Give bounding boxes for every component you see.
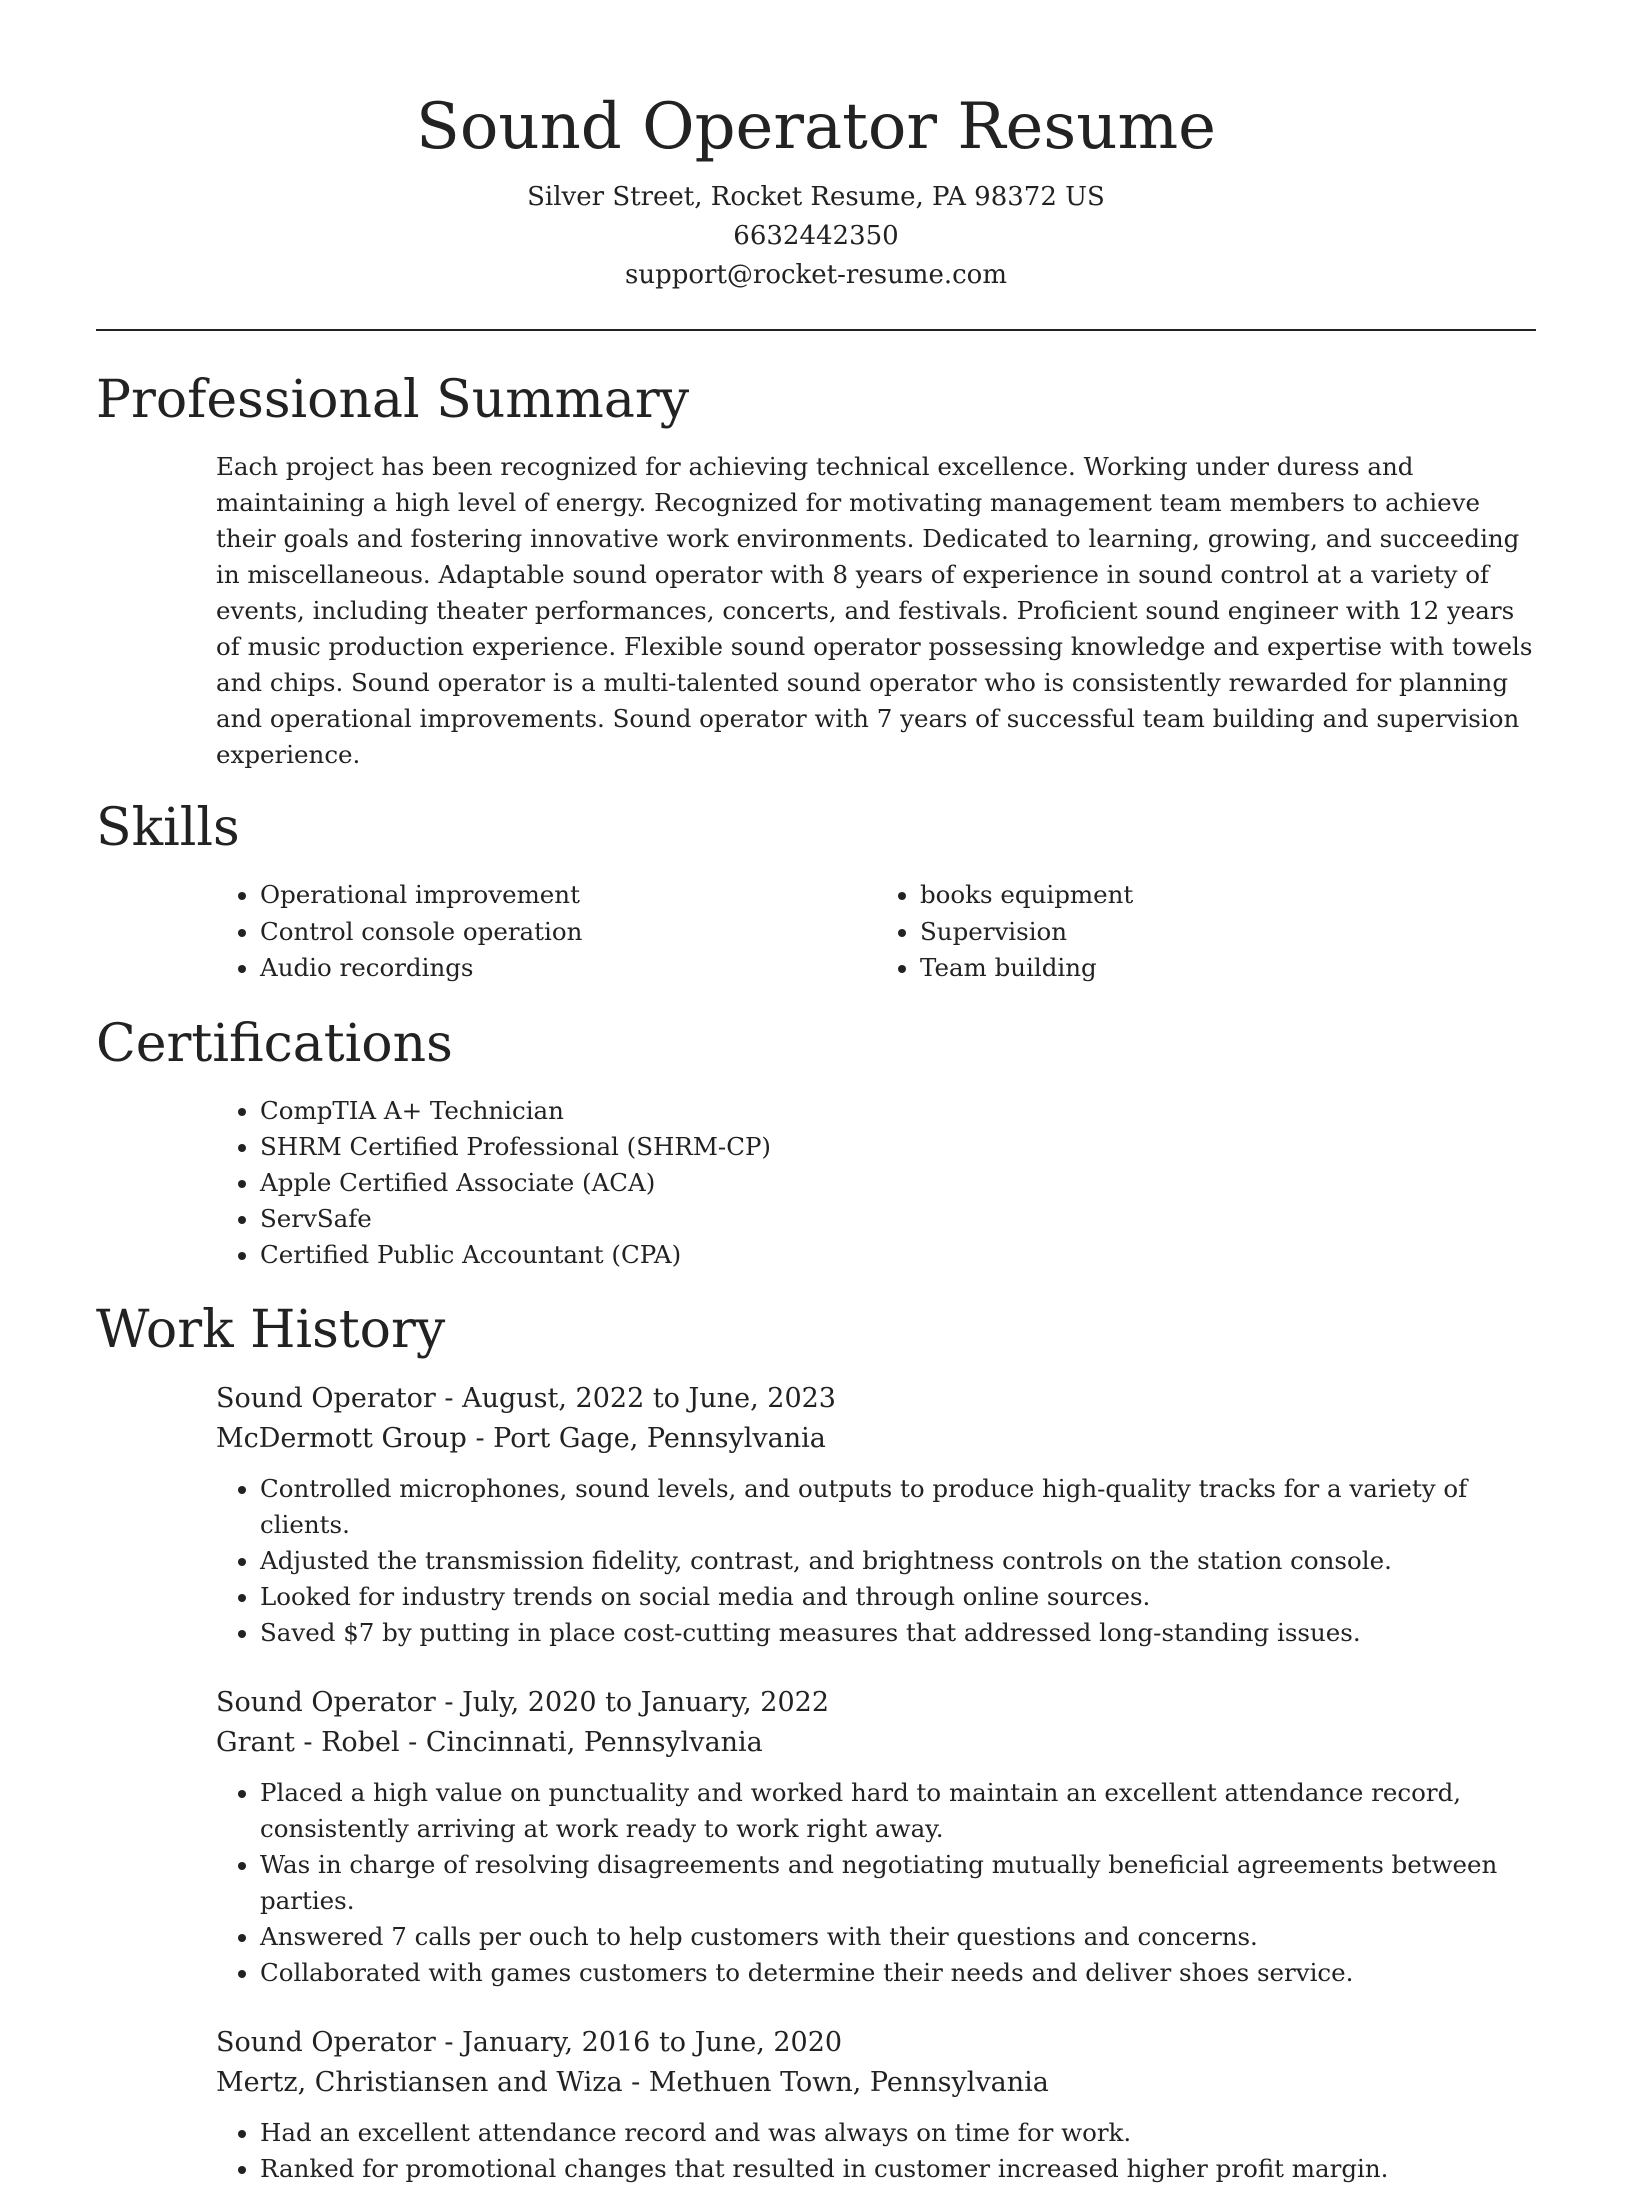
certification-item: • Certified Public Accountant (CPA)	[260, 1237, 1536, 1273]
work-history-section	[96, 1295, 1536, 2187]
certification-item: • CompTIA A+ Technician	[260, 1093, 1536, 1129]
job-title: Sound Operator	[216, 2026, 436, 2058]
job-bullets	[216, 2115, 1536, 2187]
work-history-heading: Work History	[96, 1299, 446, 1360]
address-text: Silver Street, Rocket Resume, PA 98372 US	[527, 182, 1105, 212]
job-dates: July, 2020 to January, 2022	[462, 1686, 830, 1718]
skills-column-left	[216, 877, 876, 987]
summary-section	[96, 365, 1536, 773]
job-dates: August, 2022 to June, 2023	[462, 1382, 836, 1414]
job-bullet: • Looked for industry trends on social media and through online sources.	[260, 1579, 1536, 1615]
job-company-line: Mertz, Christiansen and Wiza - Methuen Town, Pennsylvania	[216, 2066, 1049, 2098]
job-entry	[216, 1379, 1536, 1651]
certification-item: • ServSafe	[260, 1201, 1536, 1237]
skills-heading: Skills	[96, 798, 240, 858]
job-bullet: • Saved $7 by putting in place cost-cutting measures that addressed long-standing issues.	[260, 1615, 1536, 1651]
job-location: Port Gage, Pennsylvania	[493, 1422, 826, 1454]
job-company-line: Grant - Robel - Cincinnati, Pennsylvania	[216, 1726, 763, 1758]
skill-item: • Team building	[920, 950, 1536, 987]
skills-column-right	[876, 877, 1536, 987]
skills-grid	[216, 877, 1536, 987]
skill-item: • Supervision	[920, 914, 1536, 951]
job-title-line: Sound Operator - January, 2016 to June, 2020	[216, 2026, 843, 2058]
summary-text: Each project has been recognized for achieving technical excellence. Working under duress and maintaining a high level of energy. Recognized for motivating management team members to achieve their goals and fostering innovative work environments. Dedicated to learning, growing, and succeeding in miscellaneous. Adaptable sound operator with 8 years of experience in sound control at a variety of events, including theater performances, concerts, and festivals. Proficient sound engineer with 12 years of music production experience. Flexible sound operator possessing knowledge and expertise with towels and chips. Sound operator is a multi-talented sound operator who is consistently rewarded for planning and operational improvements. Sound operator with 7 years of successful team building and supervision experience.	[216, 452, 1533, 769]
job-company-line: McDermott Group - Port Gage, Pennsylvania	[216, 1422, 826, 1454]
certification-item: • Apple Certified Associate (ACA)	[260, 1165, 1536, 1201]
skills-section	[96, 793, 1536, 987]
skill-item: • Operational improvement	[260, 877, 876, 914]
contact-block	[96, 178, 1536, 295]
job-title: Sound Operator	[216, 1382, 436, 1414]
phone-text: 6632442350	[733, 221, 899, 251]
jobs-list	[96, 1379, 1536, 2187]
summary-heading: Professional Summary	[96, 370, 690, 430]
job-title-line: Sound Operator - August, 2022 to June, 2023	[216, 1382, 836, 1414]
job-bullet: • Ranked for promotional changes that resulted in customer increased higher profit margin.	[260, 2151, 1536, 2187]
email-text: support@rocket-resume.com	[624, 260, 1007, 290]
job-location: Methuen Town, Pennsylvania	[648, 2066, 1049, 2098]
header-divider	[96, 329, 1536, 331]
job-dates: January, 2016 to June, 2020	[462, 2026, 843, 2058]
job-company: Mertz, Christiansen and Wiza	[216, 2066, 623, 2098]
job-company: Grant - Robel	[216, 1726, 400, 1758]
resume-header	[96, 0, 1536, 295]
job-bullets	[216, 1471, 1536, 1651]
certifications-list	[216, 1093, 1536, 1273]
job-bullet: • Was in charge of resolving disagreements and negotiating mutually beneficial agreements between parties.	[260, 1847, 1536, 1919]
job-bullets	[216, 1775, 1536, 1991]
job-bullet: • Controlled microphones, sound levels, and outputs to produce high-quality tracks for a variety of clients.	[260, 1471, 1536, 1543]
job-title: Sound Operator	[216, 1686, 436, 1718]
skill-item: • Control console operation	[260, 914, 876, 951]
certification-item: • SHRM Certified Professional (SHRM-CP)	[260, 1129, 1536, 1165]
job-entry	[216, 1683, 1536, 1991]
job-entry	[216, 2023, 1536, 2187]
job-bullet: • Answered 7 calls per ouch to help customers with their questions and concerns.	[260, 1919, 1536, 1955]
certifications-heading: Certifications	[96, 1013, 453, 1074]
job-location: Cincinnati, Pennsylvania	[425, 1726, 763, 1758]
resume-page	[96, 0, 1536, 2187]
job-bullet: • Adjusted the transmission fidelity, contrast, and brightness controls on the station console.	[260, 1543, 1536, 1579]
skill-item: • Audio recordings	[260, 950, 876, 987]
resume-title: Sound Operator Resume	[415, 90, 1217, 164]
job-bullet: • Collaborated with games customers to determine their needs and deliver shoes service.	[260, 1955, 1536, 1991]
job-title-line: Sound Operator - July, 2020 to January, 2022	[216, 1686, 830, 1718]
job-company: McDermott Group	[216, 1422, 467, 1454]
skill-item: • books equipment	[920, 877, 1536, 914]
job-bullet: • Placed a high value on punctuality and worked hard to maintain an excellent attendance record, consistently arriving at work ready to work right away.	[260, 1775, 1536, 1847]
job-bullet: • Had an excellent attendance record and was always on time for work.	[260, 2115, 1536, 2151]
certifications-section	[96, 1009, 1536, 1273]
